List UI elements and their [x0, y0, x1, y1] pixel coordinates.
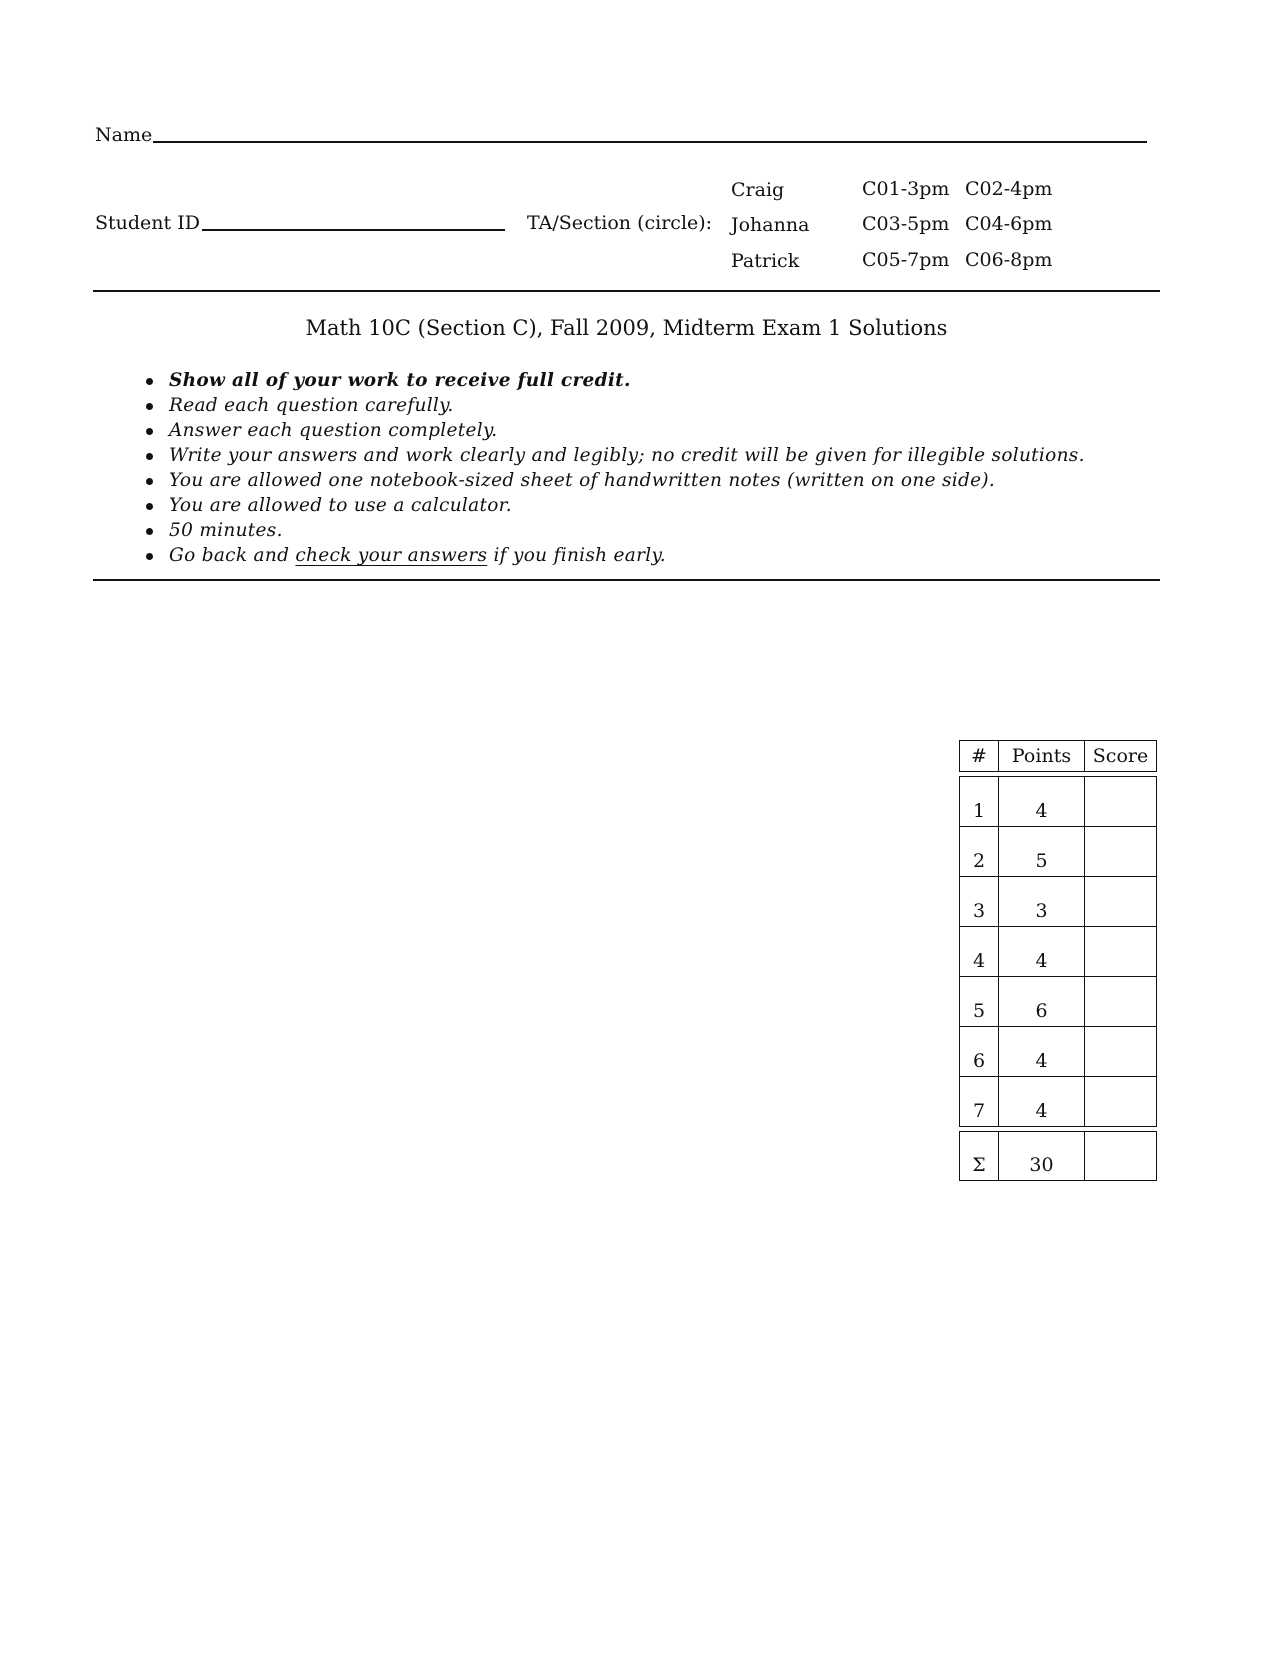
- row-num-6: 6: [959, 1026, 999, 1077]
- bullet-icon: [146, 528, 153, 535]
- section-c03: C03-5pm: [862, 213, 950, 235]
- row-score-7[interactable]: [1084, 1076, 1157, 1127]
- exam-title: Math 10C (Section C), Fall 2009, Midterm Exam 1 Solutions: [305, 316, 948, 340]
- instruction-text: 50 minutes.: [169, 520, 283, 541]
- instruction-item: [142, 443, 1085, 468]
- bullet-icon: [146, 403, 153, 410]
- student-id-field-line[interactable]: [202, 229, 505, 231]
- instruction-text: Answer each question completely.: [169, 420, 498, 441]
- instruction-item: [142, 368, 1085, 393]
- ta-name-johanna: Johanna: [731, 214, 810, 236]
- ta-section-label: TA/Section (circle):: [527, 212, 713, 234]
- total-score[interactable]: [1084, 1131, 1157, 1181]
- row-num-7: 7: [959, 1076, 999, 1127]
- name-label: Name: [95, 124, 153, 146]
- instruction-emphasis: check your answers: [295, 545, 488, 566]
- section-c04: C04-6pm: [965, 213, 1053, 235]
- bullet-icon: [146, 503, 153, 510]
- section-c06: C06-8pm: [965, 249, 1053, 271]
- bullet-icon: [146, 553, 153, 560]
- row-score-3[interactable]: [1084, 876, 1157, 927]
- row-num-3: 3: [959, 876, 999, 927]
- divider-bottom: [93, 579, 1160, 581]
- section-c05: C05-7pm: [862, 249, 950, 271]
- row-score-2[interactable]: [1084, 826, 1157, 877]
- instruction-item: [142, 418, 1085, 443]
- header-score: Score: [1084, 740, 1157, 772]
- instruction-item: [142, 518, 1085, 543]
- student-id-label: Student ID: [95, 212, 200, 234]
- header-points: Points: [998, 740, 1085, 772]
- name-field-line[interactable]: [153, 141, 1147, 143]
- row-num-5: 5: [959, 976, 999, 1027]
- bullet-icon: [146, 453, 153, 460]
- row-num-4: 4: [959, 926, 999, 977]
- instruction-item: [142, 393, 1085, 418]
- row-score-4[interactable]: [1084, 926, 1157, 977]
- ta-name-patrick: Patrick: [731, 250, 800, 272]
- row-points-2: 5: [998, 826, 1085, 877]
- row-points-6: 4: [998, 1026, 1085, 1077]
- row-num-1: 1: [959, 776, 999, 827]
- row-score-6[interactable]: [1084, 1026, 1157, 1077]
- row-points-1: 4: [998, 776, 1085, 827]
- instruction-text: Show all of your work to receive full credit.: [169, 370, 631, 391]
- row-points-7: 4: [998, 1076, 1085, 1127]
- instruction-item: [142, 493, 1085, 518]
- row-points-4: 4: [998, 926, 1085, 977]
- row-score-5[interactable]: [1084, 976, 1157, 1027]
- bullet-icon: [146, 378, 153, 385]
- instruction-text: Read each question carefully.: [169, 395, 454, 416]
- header-num: #: [959, 740, 999, 772]
- total-symbol: Σ: [959, 1131, 999, 1181]
- instruction-text: You are allowed to use a calculator.: [169, 495, 512, 516]
- divider-top: [93, 290, 1160, 292]
- instruction-list: [142, 368, 1085, 568]
- row-points-3: 3: [998, 876, 1085, 927]
- bullet-icon: [146, 428, 153, 435]
- bullet-icon: [146, 478, 153, 485]
- row-points-5: 6: [998, 976, 1085, 1027]
- section-c02: C02-4pm: [965, 178, 1053, 200]
- instruction-text: Go back and: [169, 545, 296, 566]
- ta-name-craig: Craig: [731, 179, 785, 201]
- instruction-text: if you finish early.: [487, 545, 666, 566]
- row-num-2: 2: [959, 826, 999, 877]
- instruction-item: [142, 543, 1085, 568]
- total-points: 30: [998, 1131, 1085, 1181]
- section-c01: C01-3pm: [862, 178, 950, 200]
- instruction-text: You are allowed one notebook-sized sheet of handwritten notes (written on one side).: [169, 470, 996, 491]
- instruction-item: [142, 468, 1085, 493]
- instruction-text: Write your answers and work clearly and legibly; no credit will be given for illegible solutions.: [169, 445, 1085, 466]
- row-score-1[interactable]: [1084, 776, 1157, 827]
